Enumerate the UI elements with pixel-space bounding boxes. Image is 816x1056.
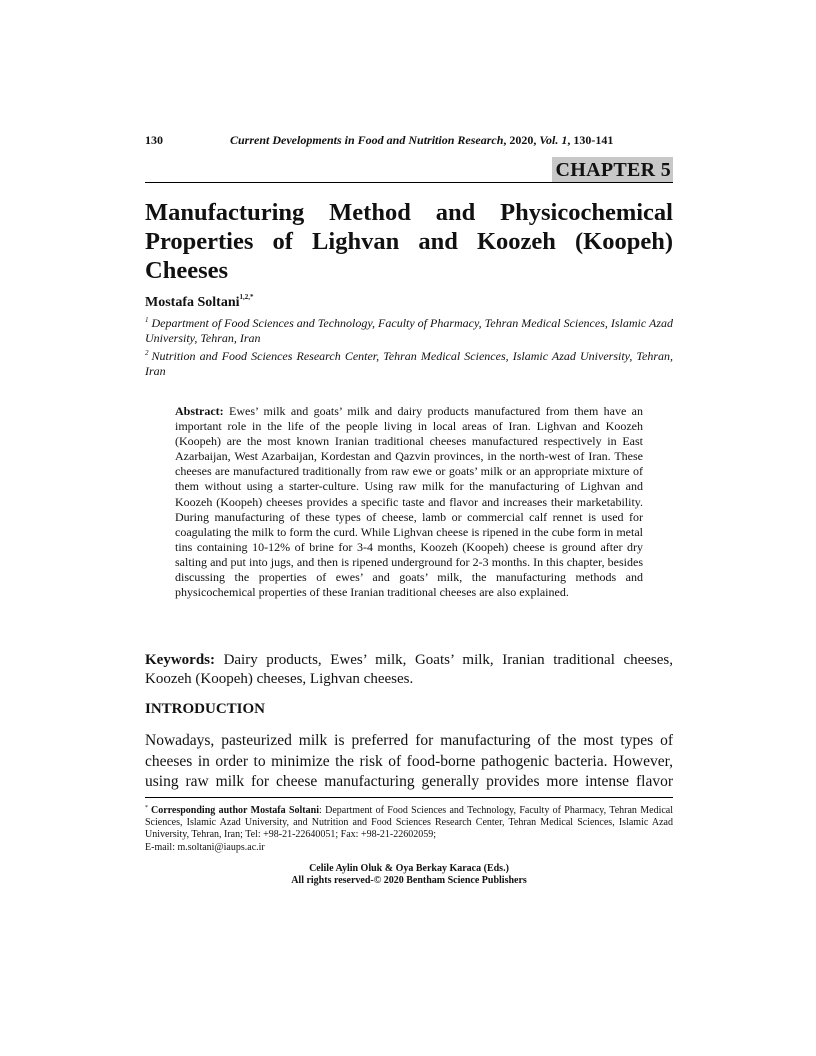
chapter-label: CHAPTER 5 [552,157,673,182]
section-heading-introduction: INTRODUCTION [145,701,266,717]
header-rule [145,182,673,183]
affiliation-1-marker: 1 [145,316,149,324]
keywords-label: Keywords: [145,652,215,668]
publisher-note [145,863,673,887]
footnote-marker: * [145,805,148,811]
author-line [145,289,254,311]
journal-citation [230,133,613,147]
abstract-text: Ewes’ milk and goats’ milk and dairy products manufactured from them have an important role in the life of the people living in local areas of Iran. Lighvan and Koozeh (Koopeh) are the most known Iranian traditional cheeses manufactured respectively in East Azarbaijan, West Azarbaijan, Kordestan and Qazvin provinces, in the north-west of Iran. These cheeses are manufactured traditionally from raw ewe or goats’ milk or an appropriate mixture of them without using a starter-culture. Using raw milk for the manufacturing of Lighvan and Koozeh (Koopeh) cheeses provides a specific taste and flavor and increases their marketability. During manufacturing of these types of cheese, lamb or commercial calf rennet is used for coagulating the milk to form the curd. While Lighvan cheese is ripened in the cube form in metal tins containing 10-12% of brine for 3-4 months, Koozeh (Koopeh) cheese is ground after dry salting and put into jugs, and then is ripened underground for 2-3 months. In this chapter, besides discussing the properties of ewes’ and goats’ milk, the manufacturing methods and physicochemical properties of these Iranian traditional cheeses are also explained. [175,404,644,600]
journal-pages: , 130-141 [567,133,614,147]
footnote-text: : Department of Food Sciences and Technology, Faculty of Pharmacy, Tehran Medical Sciences, Islamic Azad University, and Nutrition and Food Sciences Research Center, Tehran Medical Sciences, Islamic Azad University, Tehran, Iran; Tel: +98-21-22640051; Fax: +98-21-22602059; [145,805,673,841]
corresponding-author-footnote [145,802,673,854]
author-superscript: 1,2,* [239,293,254,301]
abstract-label: Abstract: [175,404,224,418]
editors-line: Celile Aylin Oluk & Oya Berkay Karaca (Eds.) [309,863,509,874]
journal-year: , 2020, [503,133,540,147]
abstract [175,404,643,600]
rights-line: All rights reserved-© 2020 Bentham Science Publishers [291,875,527,886]
page-number: 130 [145,133,163,147]
introduction-paragraph: Nowadays, pasteurized milk is preferred for manufacturing of the most types of cheeses in order to minimize the risk of food-borne pathogenic bacteria. However, using raw milk for cheese manufacturing generally provides more intense flavor [145,732,673,790]
affiliation-1 [145,313,673,346]
footnote-rule [145,797,673,798]
footnote-label: Corresponding author Mostafa Soltani [151,805,319,816]
affiliation-2 [145,346,673,379]
author-name: Mostafa Soltani [145,295,240,310]
affiliation-2-marker: 2 [145,349,149,357]
journal-volume: Vol. 1 [539,133,568,147]
keywords-text: Dairy products, Ewes’ milk, Goats’ milk, Iranian traditional cheeses, Koozeh (Koopeh) cheeses, Lighvan cheeses. [145,652,673,687]
affiliation-1-text: Department of Food Sciences and Technology, Faculty of Pharmacy, Tehran Medical Sciences, Islamic Azad University, Tehran, Iran [145,316,673,345]
chapter-title: Manufacturing Method and Physicochemical Properties of Lighvan and Koozeh (Koopeh) Cheeses [145,199,673,284]
keywords [145,651,673,689]
journal-name: Current Developments in Food and Nutrition Research [230,133,504,147]
affiliation-2-text: Nutrition and Food Sciences Research Center, Tehran Medical Sciences, Islamic Azad University, Tehran, Iran [145,349,673,378]
footnote-email: E-mail: m.soltani@iaups.ac.ir [145,841,265,853]
